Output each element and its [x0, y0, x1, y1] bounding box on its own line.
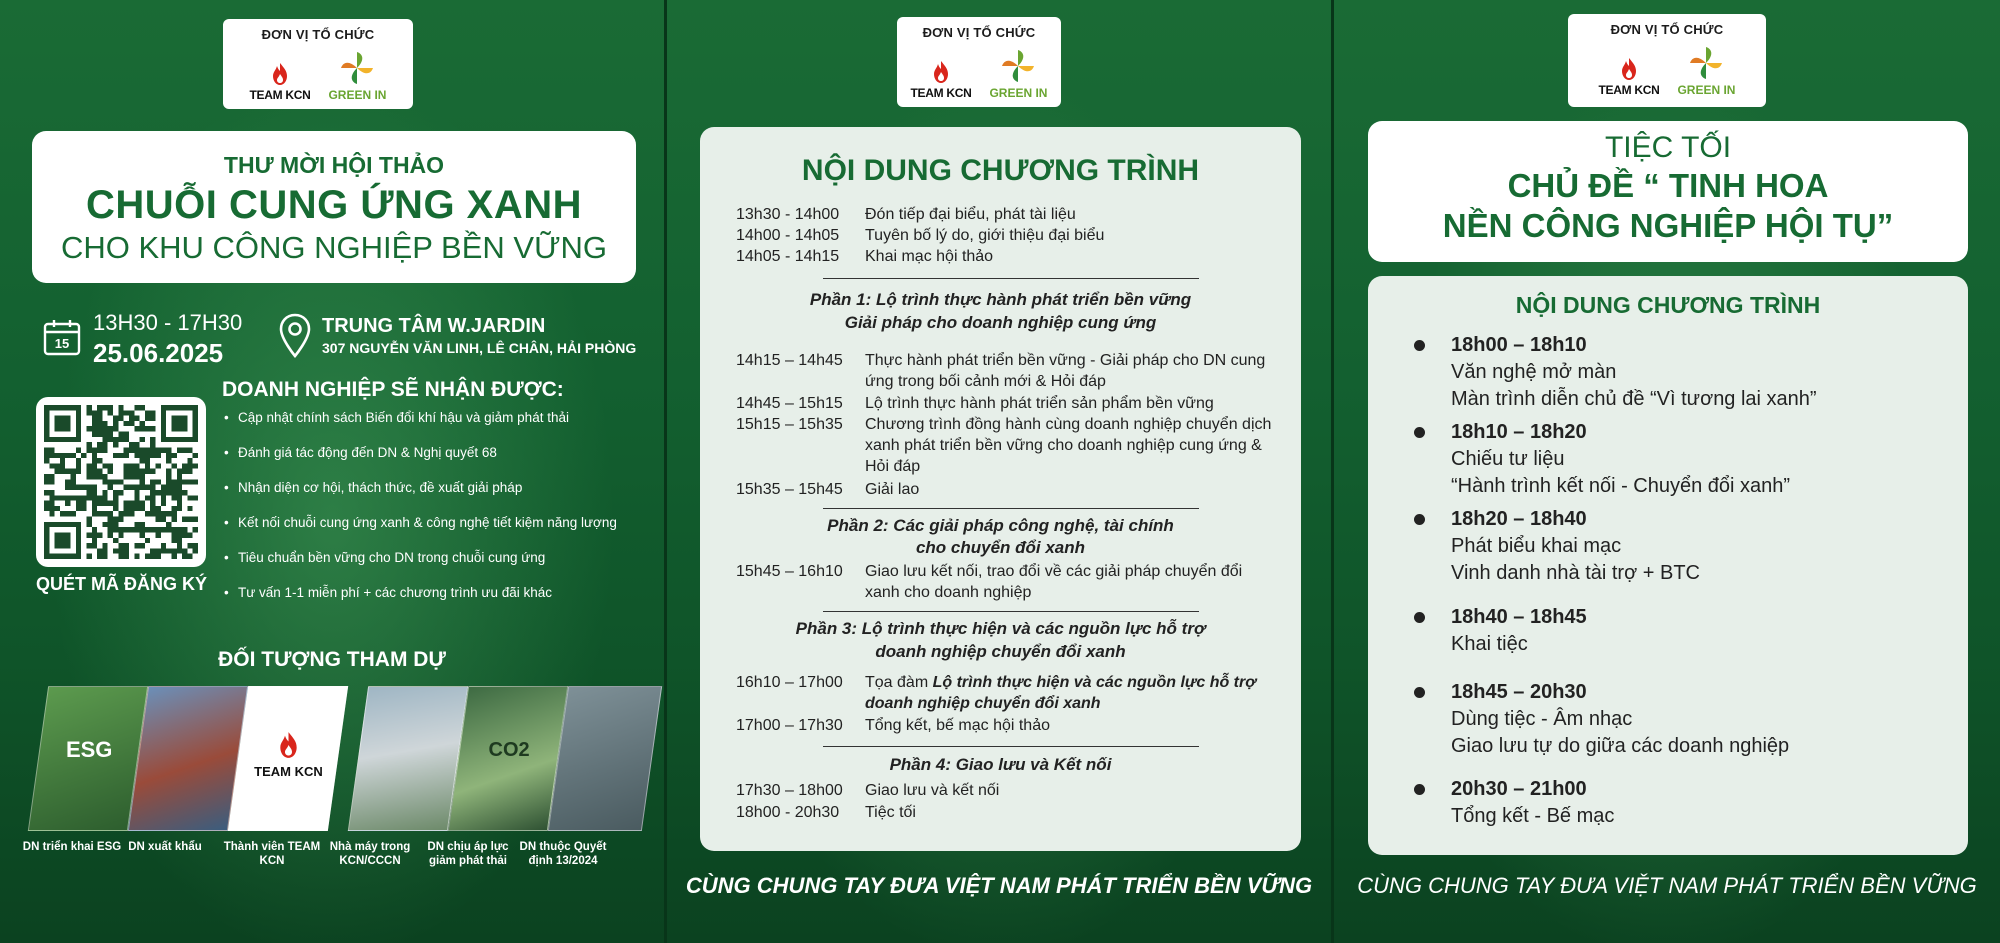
organizer-logo-box [223, 19, 413, 109]
co2-text: CO2 [488, 739, 530, 761]
row-desc: Đón tiếp đại biểu, phát tài liệu [865, 206, 1076, 223]
row-desc: Giao lưu và kết nối [865, 782, 1000, 799]
row-time: 14h15 – 14h45 [736, 352, 843, 369]
dinner-item-line: Phát biểu khai mạc [1451, 535, 1622, 557]
benefit-item: • Đánh giá tác động đến DN & Nghị quyết 68 [222, 445, 662, 480]
row-time: 14h45 – 15h15 [736, 395, 843, 412]
organizer-label: ĐƠN VỊ TỔ CHỨC [1610, 22, 1724, 37]
row-time: 16h10 – 17h00 [736, 674, 843, 691]
calendar-day: 15 [54, 336, 70, 351]
dinner-item-line: Văn nghệ mở màn [1451, 361, 1617, 383]
event-date: 25.06.2025 [93, 338, 224, 368]
dinner-title-card [1368, 121, 1968, 262]
dinner-item-line: Dùng tiệc - Âm nhạc [1451, 708, 1633, 730]
row-time: 17h30 – 18h00 [736, 782, 843, 799]
phase-4-title: Phần 4: Giao lưu và Kết nối [889, 755, 1112, 774]
dinner-item-line: Chiếu tư liệu [1451, 448, 1565, 470]
benefit-item: • Nhận diện cơ hội, thách thức, đề xuất giải pháp [222, 480, 662, 515]
invitation-subtitle: CHO KHU CÔNG NGHIỆP BỀN VỮNG [60, 230, 608, 265]
team-kcn-text: TEAM KCN [1598, 83, 1660, 97]
dinner-item-line: Giao lưu tự do giữa các doanh nghiệp [1451, 735, 1790, 757]
row-time: 14h00 - 14h05 [736, 227, 840, 244]
dinner-theme-line2: NỀN CÔNG NGHIỆP HỘI TỤ” [1442, 207, 1894, 244]
dinner-item-line: “Hành trình kết nối - Chuyển đổi xanh” [1451, 475, 1791, 497]
calendar-icon [42, 317, 82, 357]
audience-label: DN thuộc Quyết định 13/2024 [519, 841, 607, 867]
row-time: 18h00 - 20h30 [736, 804, 840, 821]
audience-label: DN triển khai ESG [22, 841, 122, 853]
dinner-item-time: 18h45 – 20h30 [1451, 681, 1587, 703]
dinner-item-time: 18h40 – 18h45 [1451, 606, 1587, 628]
row-desc: Khai mạc hội thảo [865, 248, 994, 265]
program-panel [667, 0, 1331, 943]
phase-3-subtitle: doanh nghiệp chuyển đổi xanh [875, 642, 1126, 661]
slogan: CÙNG CHUNG TAY ĐƯA VIỆT NAM PHÁT TRIỂN BỀN VỮNG [1357, 873, 1977, 898]
bullet [1414, 784, 1425, 795]
row-desc: Giải lao [865, 481, 920, 498]
location-pin-icon [278, 313, 312, 359]
row-time: 15h45 – 16h10 [736, 563, 843, 580]
row-desc: Tổng kết, bế mạc hội thảo [865, 717, 1050, 734]
team-kcn-image-text: TEAM KCN [254, 764, 323, 779]
organizer-logo-box [1568, 14, 1766, 107]
phase-3-title: Phần 3: Lộ trình thực hiện và các nguồn lực hỗ trợ [795, 619, 1206, 638]
dinner-item-line: Vinh danh nhà tài trợ + BTC [1451, 562, 1701, 584]
row-desc: Giao lưu kết nối, trao đổi về các giải pháp chuyển đổi xanh cho doanh nghiệp [865, 563, 1243, 601]
dinner-item-time: 18h20 – 18h40 [1451, 508, 1587, 530]
venue-address: 307 NGUYỄN VĂN LINH, LÊ CHÂN, HẢI PHÒNG [322, 340, 637, 356]
invitation-title-card [32, 131, 636, 283]
pinwheel-icon [1688, 45, 1724, 81]
row-time: 15h15 – 15h35 [736, 416, 843, 433]
benefit-item: • Cập nhật chính sách Biến đổi khí hậu và giảm phát thải [222, 410, 662, 445]
green-in-text: GREEN IN [328, 88, 387, 102]
team-kcn-text: TEAM KCN [249, 88, 311, 102]
dinner-item-time: 20h30 – 21h00 [1451, 778, 1587, 800]
organizer-label: ĐƠN VỊ TỔ CHỨC [922, 25, 1036, 40]
slogan: CÙNG CHUNG TAY ĐƯA VIỆT NAM PHÁT TRIỂN BỀN VỮNG [685, 873, 1313, 898]
organizer-label: ĐƠN VỊ TỔ CHỨC [261, 27, 375, 42]
dinner-label: TIỆC TỐI [1604, 131, 1732, 164]
event-time: 13H30 - 17H30 [93, 310, 243, 335]
row-desc: Tuyên bố lý do, giới thiệu đại biểu [865, 227, 1105, 244]
row-desc: Thực hành phát triển bền vững - Giải pháp cho DN cung ứng trong bối cảnh mới & Hỏi đáp [865, 352, 1266, 390]
esg-text: ESG [65, 737, 113, 762]
program-card [700, 127, 1301, 851]
program-title: NỘI DUNG CHƯƠNG TRÌNH [801, 154, 1200, 187]
section-divider [823, 278, 1199, 279]
section-divider [823, 611, 1199, 612]
bullet [1414, 340, 1425, 351]
benefit-item: • Kết nối chuỗi cung ứng xanh & công nghệ tiết kiệm năng lượng [222, 515, 662, 550]
benefit-item: • Tiêu chuẩn bền vững cho DN trong chuỗi cung ứng [222, 550, 662, 585]
green-in-logo [1677, 45, 1735, 97]
organizer-logo-box [897, 17, 1061, 107]
bullet [1414, 514, 1425, 525]
row-time: 13h30 - 14h00 [736, 206, 840, 223]
pinwheel-icon [339, 50, 375, 86]
audience-label: DN chịu áp lực giảm phát thải [427, 841, 509, 867]
flame-icon [1620, 57, 1638, 81]
qr-label: QUÉT MÃ ĐĂNG KÝ [36, 574, 207, 594]
audience-image-team-kcn [228, 686, 348, 831]
row-desc [865, 672, 1275, 714]
team-kcn-logo [911, 60, 972, 100]
audience-label: Thành viên TEAM KCN [223, 841, 321, 867]
section-divider [823, 746, 1199, 747]
dinner-item-time: 18h00 – 18h10 [1451, 334, 1587, 356]
benefits-title: DOANH NGHIỆP SẼ NHẬN ĐƯỢC: [222, 378, 564, 401]
section-divider [823, 508, 1199, 509]
audience-image-construction [548, 686, 662, 831]
benefit-item: • Tư vấn 1-1 miễn phí + các chương trình ưu đãi khác [222, 585, 662, 620]
pinwheel-icon [1000, 48, 1036, 84]
row-time: 14h05 - 14h15 [736, 248, 840, 265]
row-desc: Tiệc tối [865, 804, 916, 821]
invitation-label: THƯ MỜI HỘI THẢO [223, 152, 445, 178]
dinner-panel [1334, 0, 2000, 943]
flame-icon [932, 60, 950, 84]
invitation-title: CHUỖI CUNG ỨNG XANH [85, 183, 583, 227]
row-desc: Lộ trình thực hành phát triển sản phẩm bền vững [865, 395, 1214, 412]
team-kcn-logo [1599, 57, 1660, 97]
phase-2-subtitle: cho chuyển đổi xanh [915, 538, 1086, 557]
phase-1-title: Phần 1: Lộ trình thực hành phát triển bền vững [809, 290, 1192, 309]
green-in-text: GREEN IN [989, 86, 1048, 100]
dinner-item-line: Màn trình diễn chủ đề “Vì tương lai xanh” [1451, 388, 1817, 410]
row-desc-prefix: Tọa đàm [865, 674, 933, 691]
bullet [1414, 612, 1425, 623]
invitation-panel [0, 0, 664, 943]
venue-name: TRUNG TÂM W.JARDIN [322, 315, 546, 337]
registration-qr-code[interactable] [36, 397, 206, 567]
bullet [1414, 427, 1425, 438]
dinner-program-card [1368, 276, 1968, 855]
phase-2-title: Phần 2: Các giải pháp công nghệ, tài chính [827, 516, 1174, 535]
green-in-logo [989, 48, 1047, 100]
row-time: 17h00 – 17h30 [736, 717, 843, 734]
team-kcn-text: TEAM KCN [910, 86, 972, 100]
dinner-item-line: Tổng kết - Bế mạc [1451, 805, 1615, 827]
green-in-logo [328, 50, 386, 102]
benefits-list [222, 410, 662, 620]
row-time: 15h35 – 15h45 [736, 481, 843, 498]
dinner-program-title: NỘI DUNG CHƯƠNG TRÌNH [1515, 292, 1821, 318]
phase-1-subtitle: Giải pháp cho doanh nghiệp cung ứng [844, 313, 1157, 332]
team-kcn-logo [250, 62, 311, 102]
audience-label: DN xuất khẩu [128, 841, 202, 853]
dinner-theme-line1: CHỦ ĐỀ “ TINH HOA [1507, 167, 1829, 204]
green-in-text: GREEN IN [1677, 83, 1736, 97]
row-desc-emphasis: Lộ trình thực hiện và các nguồn lực hỗ trợ doanh nghiệp chuyển đổi xanh [865, 674, 1256, 712]
bullet [1414, 687, 1425, 698]
audience-title: ĐỐI TƯỢNG THAM DỰ [218, 648, 446, 671]
dinner-item-time: 18h10 – 18h20 [1451, 421, 1587, 443]
dinner-item-line: Khai tiệc [1451, 633, 1528, 655]
flame-icon [271, 62, 289, 86]
audience-label: Nhà máy trong KCN/CCCN [329, 841, 411, 867]
row-desc: Chương trình đồng hành cùng doanh nghiệp chuyển dịch xanh phát triển bền vững cho doanh nghiệp cung ứng & Hỏi đáp [865, 416, 1272, 475]
